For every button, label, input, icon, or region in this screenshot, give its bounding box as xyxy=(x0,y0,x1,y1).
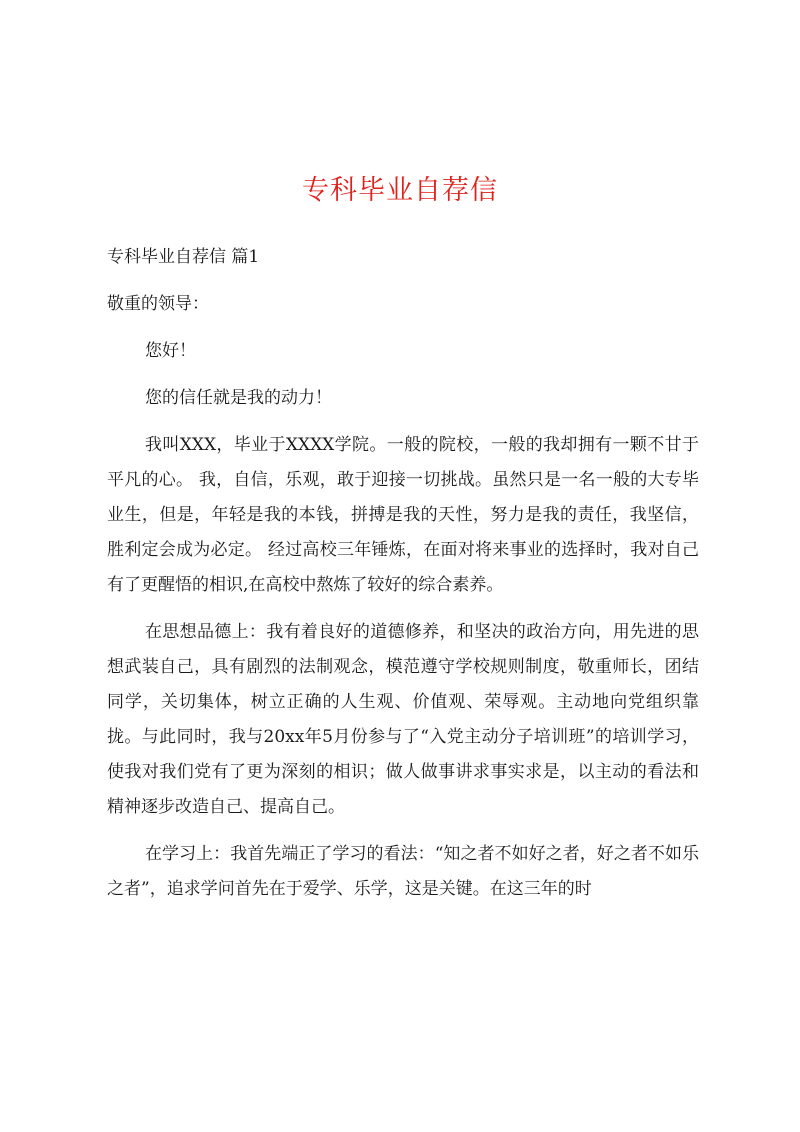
document-body xyxy=(107,240,699,919)
paragraph-moral-character: 在思想品德上：我有着良好的道德修养，和坚决的政治方向，用先进的思想武装自己，具有剧烈的法制观念，模范遵守学校规则制度，敬重师长，团结同学，关切集体，树立正确的人生观、价值观、荣辱观。主动地向党组织靠拢。与此同时，我与20xx年5月份参与了“入党主动分子培训班”的培训学习，使我对我们党有了更为深刻的相识；做人做事讲求事实求是，以主动的看法和精神逐步改造自己、提高自己。 xyxy=(107,622,699,817)
paragraph-study: 在学习上：我首先端正了学习的看法：“知之者不如好之者，好之者不如乐之者”，追求学问首先在于爱学、乐学，这是关键。在这三年的时 xyxy=(107,844,699,899)
document-title: 专科毕业自荐信 xyxy=(302,175,498,206)
paragraph-introduction: 我叫XXX，毕业于XXXX学院。一般的院校，一般的我却拥有一颗不甘于平凡的心。 我，自信，乐观，敢于迎接一切挑战。虽然只是一名一般的大专毕业生，但是，年轻是我的本钱，拼搏是我的天性，努力是我的责任，我坚信，胜利定会成为必定。 经过高校三年锤炼，在面对将来事业的选择时，我对自己有了更醒悟的相识,在高校中熬炼了较好的综合素养。 xyxy=(107,435,699,595)
motto: 您的信任就是我的动力！ xyxy=(145,388,332,408)
greeting: 您好！ xyxy=(145,341,196,361)
document-subtitle: 专科毕业自荐信 篇1 xyxy=(107,247,260,267)
salutation: 敬重的领导： xyxy=(107,294,209,314)
